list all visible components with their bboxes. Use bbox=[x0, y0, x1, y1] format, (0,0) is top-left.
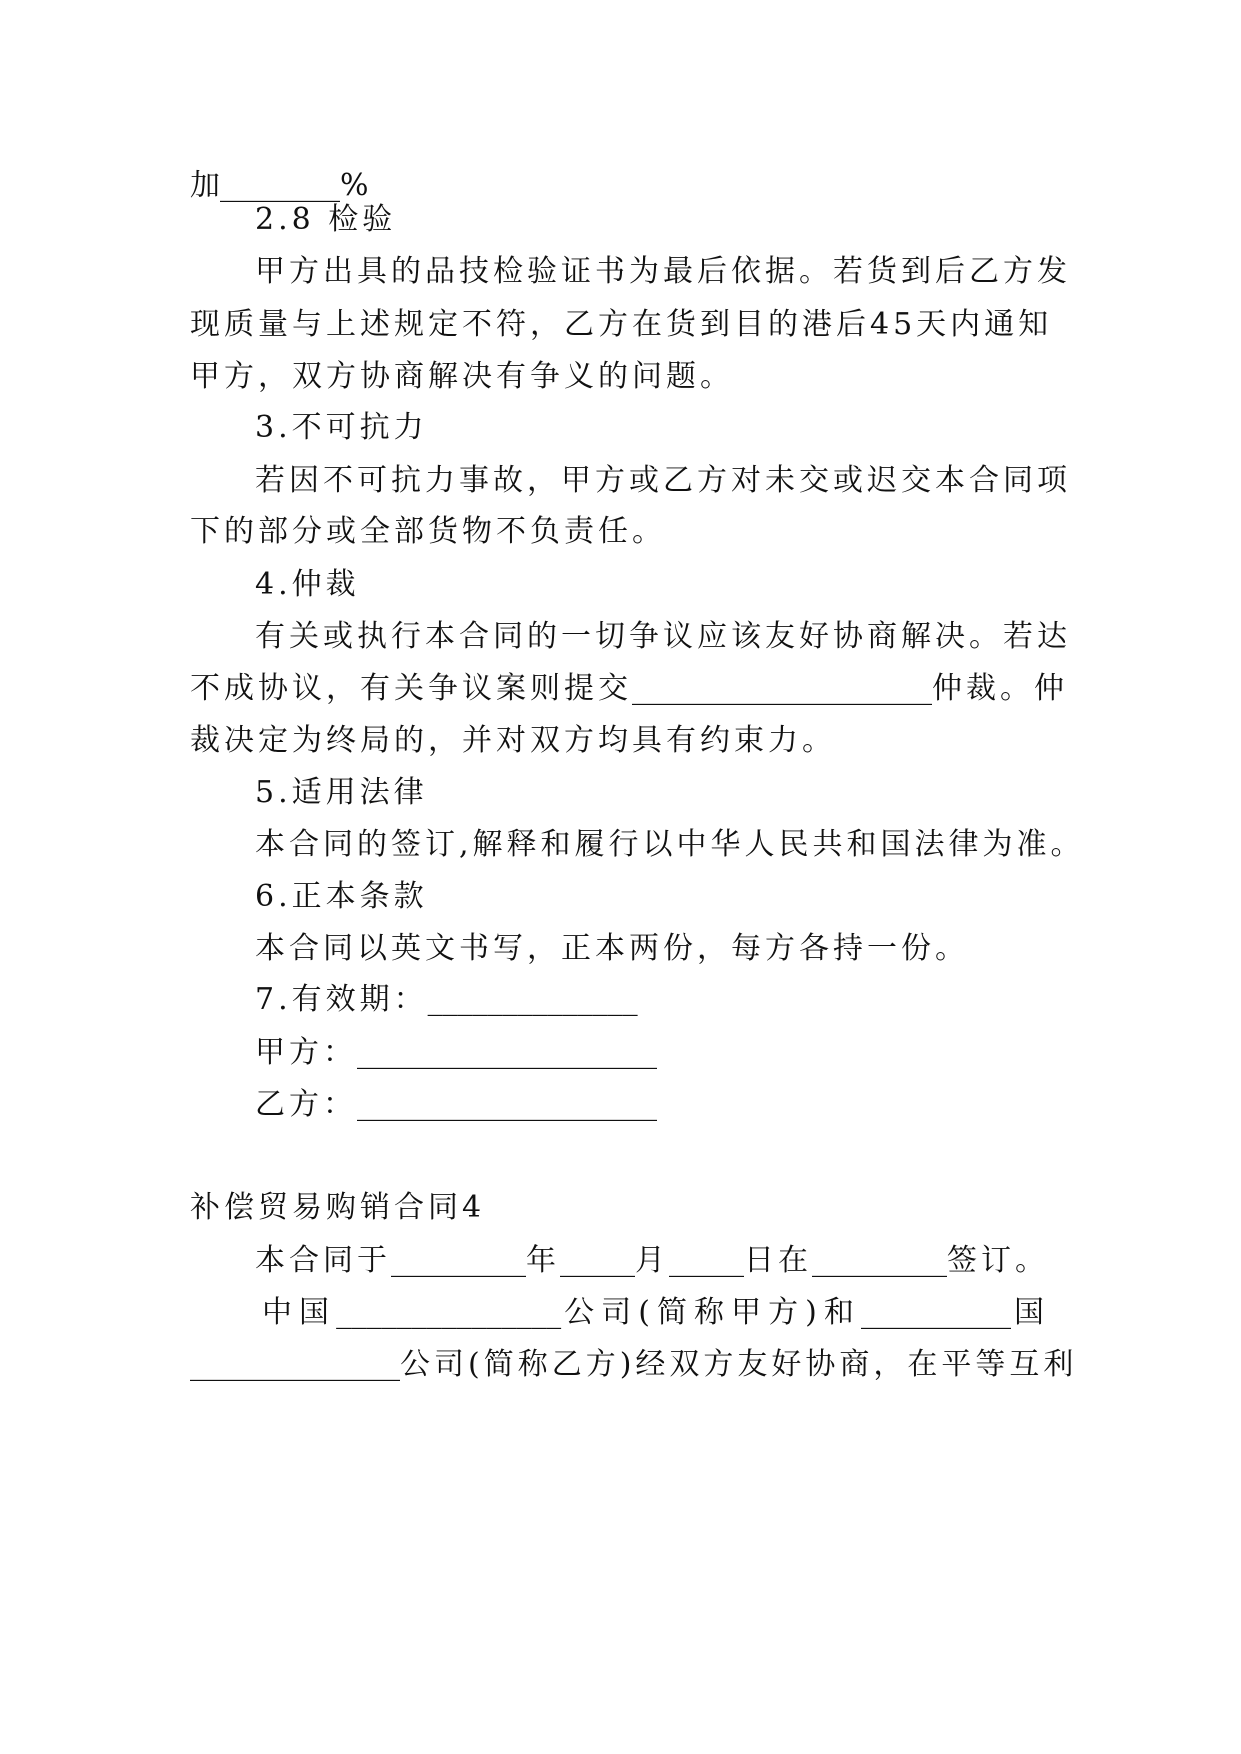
validity-line bbox=[255, 980, 638, 1020]
section-heading: 3.不可抗力 bbox=[255, 410, 428, 445]
arbitration-blank: ____________________ bbox=[632, 671, 932, 706]
validity-label: 7.有效期： bbox=[255, 982, 428, 1017]
contract-title: 补偿贸易购销合同4 bbox=[190, 1190, 486, 1225]
paragraph-line: 下的部分或全部货物不负责任。 bbox=[190, 514, 666, 549]
parties-line bbox=[190, 1345, 1078, 1385]
party-a-signature-line bbox=[255, 1033, 657, 1073]
line-text: 不成协议，有关争议案则提交 bbox=[190, 671, 632, 706]
section-heading: 4.仲裁 bbox=[255, 567, 360, 602]
day-blank: _____ bbox=[669, 1243, 744, 1278]
paragraph-line: 现质量与上述规定不符，乙方在货到目的港后45天内通知 bbox=[190, 307, 1053, 342]
line-text: 年 bbox=[526, 1243, 560, 1278]
paragraph-line: 甲方，双方协商解决有争义的问题。 bbox=[190, 359, 734, 394]
line-text: 本合同于 bbox=[255, 1243, 391, 1278]
paragraph-line: 若因不可抗力事故，甲方或乙方对未交或迟交本合同项 bbox=[255, 463, 1071, 498]
paragraph-line: 裁决定为终局的，并对双方均具有约束力。 bbox=[190, 723, 836, 758]
line-text: 日在 bbox=[744, 1243, 812, 1278]
section-heading bbox=[255, 200, 396, 240]
paragraph-line bbox=[190, 669, 1068, 709]
section-heading: 6.正本条款 bbox=[255, 879, 428, 914]
party-a-label: 甲方： bbox=[255, 1035, 357, 1070]
month-blank: _____ bbox=[560, 1243, 635, 1278]
country-blank: __________ bbox=[860, 1295, 1011, 1330]
paragraph-line: 甲方出具的品技检验证书为最后依据。若货到后乙方发 bbox=[255, 254, 1071, 289]
party-a-company-blank: _______________ bbox=[336, 1295, 562, 1330]
line-text: 签订。 bbox=[947, 1243, 1049, 1278]
validity-blank: ______________ bbox=[427, 982, 638, 1017]
line-text: 月 bbox=[635, 1243, 669, 1278]
party-a-blank: ____________________ bbox=[357, 1035, 657, 1070]
line-text: 仲裁。仲 bbox=[932, 671, 1068, 706]
party-b-signature-line bbox=[255, 1085, 657, 1125]
paragraph-line: 本合同的签订,解释和履行以中华人民共和国法律为准。 bbox=[255, 827, 1085, 862]
heading-text: 2.8 检验 bbox=[255, 202, 397, 237]
contract-date-line bbox=[255, 1241, 1049, 1281]
line-text: 公司(简称甲方)和 bbox=[561, 1295, 861, 1330]
section-heading: 5.适用法律 bbox=[255, 775, 428, 810]
paragraph-line: 有关或执行本合同的一切争议应该友好协商解决。若达 bbox=[255, 619, 1071, 654]
line-text: 国 bbox=[1010, 1295, 1048, 1330]
party-b-label: 乙方： bbox=[255, 1087, 357, 1122]
line-text: 加________% bbox=[190, 168, 369, 203]
line-text: 公司(简称乙方)经双方友好协商，在平等互利 bbox=[400, 1347, 1078, 1382]
place-blank: _________ bbox=[812, 1243, 947, 1278]
party-b-blank: ____________________ bbox=[357, 1087, 657, 1122]
parties-line bbox=[262, 1293, 1048, 1333]
paragraph-line: 本合同以英文书写，正本两份，每方各持一份。 bbox=[255, 931, 969, 966]
party-b-company-blank: ______________ bbox=[190, 1347, 400, 1382]
year-blank: _________ bbox=[391, 1243, 526, 1278]
line-text: 中国 bbox=[262, 1295, 337, 1330]
